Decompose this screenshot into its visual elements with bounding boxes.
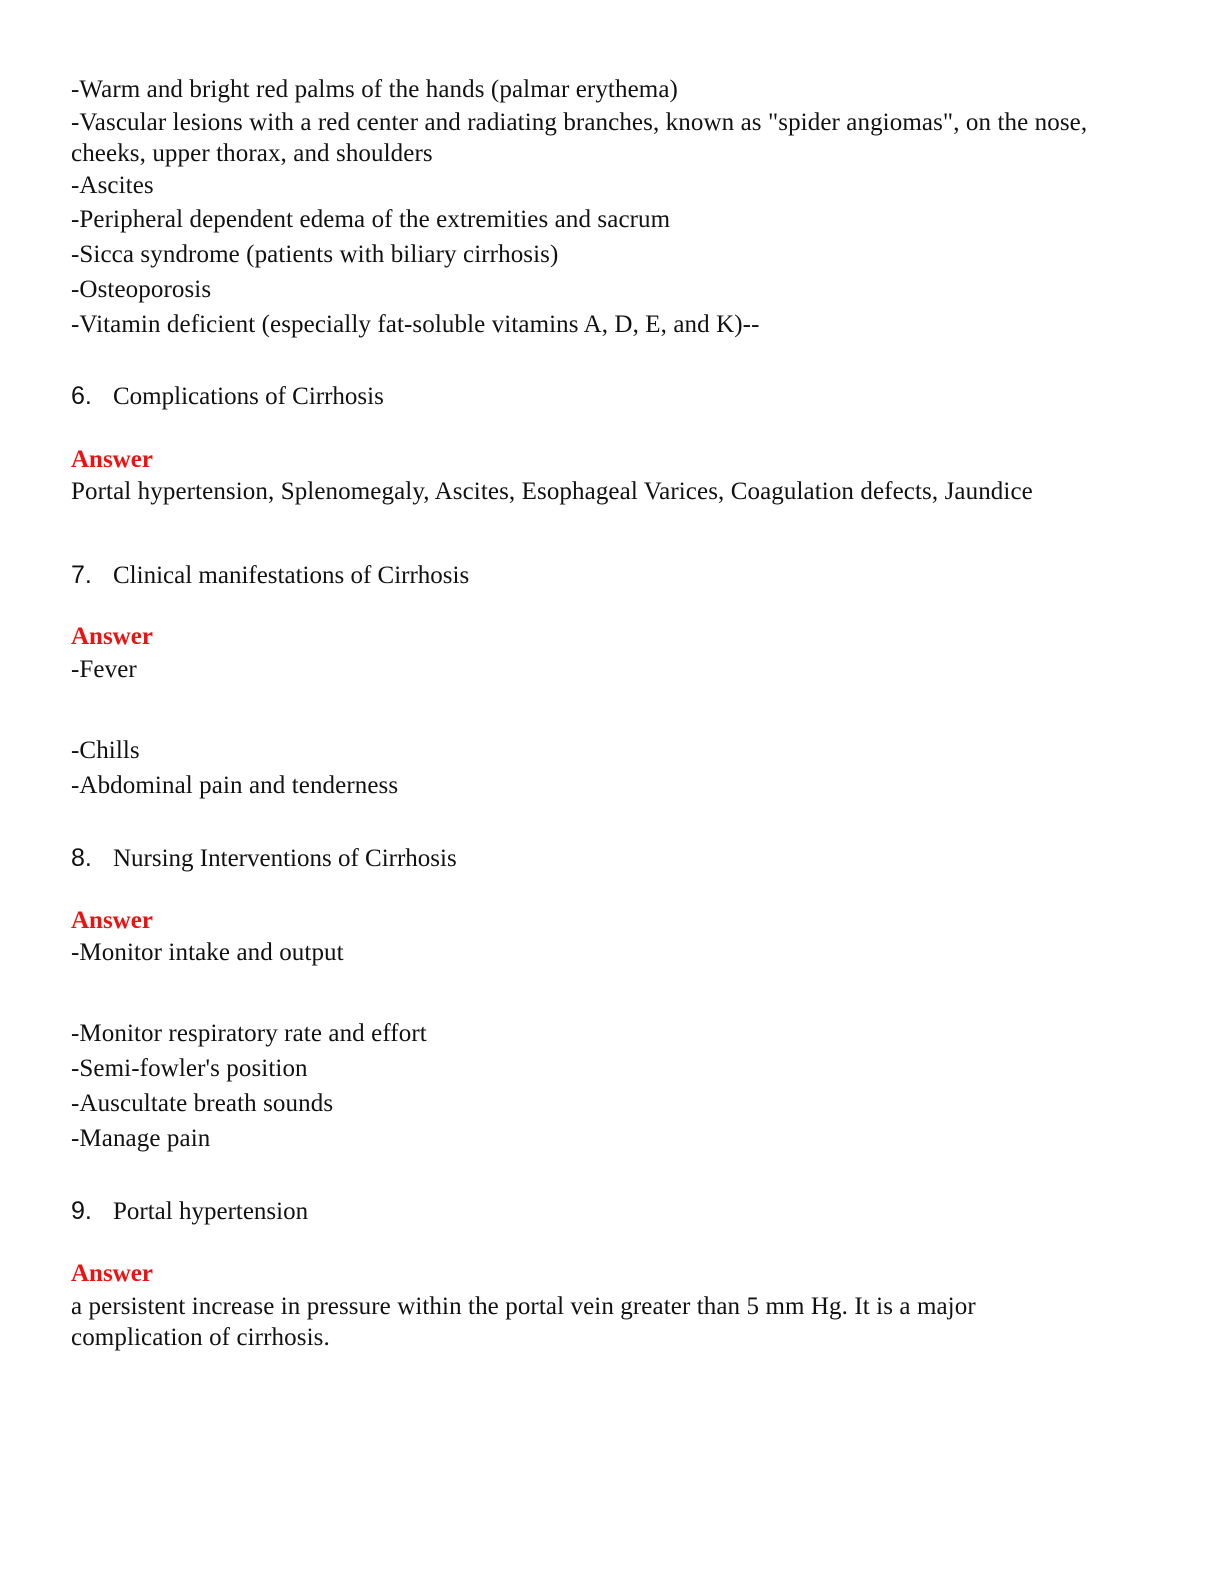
question-number: 7. <box>71 561 92 589</box>
question-title: Nursing Interventions of Cirrhosis <box>113 845 457 872</box>
symptom-line: -Peripheral dependent edema of the extremities and sacrum <box>71 206 671 233</box>
answer-line: -Auscultate breath sounds <box>71 1090 334 1117</box>
answer-line: -Abdominal pain and tenderness <box>71 772 399 799</box>
question-6 <box>71 381 384 412</box>
answer-line: -Monitor respiratory rate and effort <box>71 1020 427 1047</box>
question-title: Complications of Cirrhosis <box>113 383 384 410</box>
symptom-line: -Vascular lesions with a red center and radiating branches, known as "spider angiomas", on the nose, cheeks, upper thorax, and shoulders <box>71 109 1088 167</box>
question-8 <box>71 843 457 874</box>
symptom-line: -Warm and bright red palms of the hands (palmar erythema) <box>71 76 678 103</box>
symptom-line: -Osteoporosis <box>71 276 212 303</box>
answer-line: -Monitor intake and output <box>71 939 344 966</box>
question-title: Clinical manifestations of Cirrhosis <box>113 562 470 589</box>
question-7 <box>71 560 469 591</box>
answer-line: -Manage pain <box>71 1125 211 1152</box>
answer-line: -Fever <box>71 656 137 683</box>
answer-label: Answer <box>71 907 153 934</box>
question-title: Portal hypertension <box>113 1198 309 1225</box>
answer-label: Answer <box>71 1260 153 1287</box>
answer-label: Answer <box>71 623 153 650</box>
answer-line: -Semi-fowler's position <box>71 1055 308 1082</box>
question-9 <box>71 1196 308 1227</box>
answer-label: Answer <box>71 446 153 473</box>
answer-line: Portal hypertension, Splenomegaly, Ascites, Esophageal Varices, Coagulation defects, Jaundice <box>71 478 1033 505</box>
symptom-line: -Ascites <box>71 172 154 199</box>
symptom-line: -Vitamin deficient (especially fat-soluble vitamins A, D, E, and K)-- <box>71 311 760 338</box>
question-number: 8. <box>71 844 92 872</box>
answer-line: -Chills <box>71 737 140 764</box>
question-number: 6. <box>71 382 92 410</box>
answer-line: a persistent increase in pressure within the portal vein greater than 5 mm Hg. It is a major complication of cirrhosis. <box>71 1293 976 1351</box>
question-number: 9. <box>71 1197 92 1225</box>
symptom-line: -Sicca syndrome (patients with biliary cirrhosis) <box>71 241 559 268</box>
